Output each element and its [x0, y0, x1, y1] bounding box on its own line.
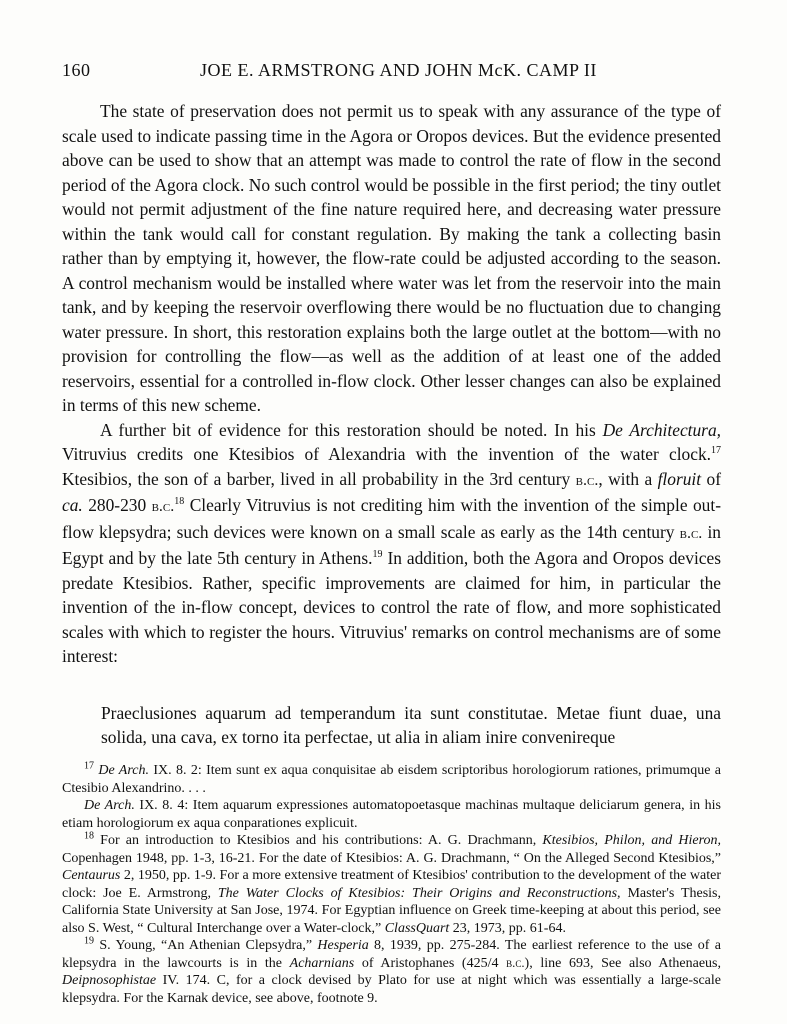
footnote-text: IX. 8. 2: Item sunt ex aqua conquisitae ab eisdem scriptoribus horologiorum rationes, primumque a Ctesibio Alexandrino. . . .	[62, 763, 722, 796]
footnote-17	[62, 762, 721, 797]
citation-italic: Ktesibios, Philon, and Hieron,	[542, 833, 722, 848]
era-abbrev: b.c.	[151, 498, 175, 515]
footnote-text: 2, 1950, pp. 1-9. For a more extensive treatment of Ktesibios' contribution to the development of the water clock: Joe E. Armstrong,	[62, 868, 721, 901]
term-italic: floruit	[657, 468, 702, 489]
footnote-ref-18[interactable]: 18	[174, 496, 185, 508]
footnote-18	[62, 832, 721, 937]
footnote-text: Copenhagen 1948, pp. 1-3, 16-21. For the date of Ktesibios: A. G. Drachmann, “ On the Alleged Second Ktesibios,”	[62, 850, 721, 866]
footnote-text: Master's Thesis, California State University at San Jose, 1974. For Egyptian influence on Greek time-keeping at about this period, see also S. West, “ Cultural Interchange over a Water-clock,”	[62, 885, 721, 936]
latin-quotation	[101, 701, 721, 749]
footnotes	[62, 762, 721, 1007]
era-abbrev: b.c.	[506, 955, 525, 970]
page-number: 160	[62, 60, 91, 80]
citation-italic: Acharnians	[289, 955, 355, 971]
footnote-19	[62, 937, 721, 1007]
body-text	[62, 99, 721, 669]
footnote-ref-19[interactable]: 19	[372, 549, 383, 561]
citation-italic: De Arch.	[98, 763, 150, 778]
running-head: JOE E. ARMSTRONG AND JOHN McK. CAMP II	[200, 60, 597, 80]
footnote-number: 18	[84, 830, 94, 842]
citation-italic: ClassQuart	[384, 920, 450, 936]
footnote-text: ), line 693, See also Athenaeus,	[524, 955, 721, 971]
page-header	[62, 52, 722, 82]
era-abbrev: b.c.	[679, 524, 703, 542]
page	[62, 52, 722, 1006]
text-run: A further bit of evidence for this restoration should be noted. In his	[100, 419, 603, 440]
footnote-number: 17	[84, 760, 94, 772]
title-italic: De Architectura,	[602, 419, 721, 440]
footnote-text: For an introduction to Ktesibios and his contributions: A. G. Drachmann,	[94, 833, 543, 848]
citation-italic: Hesperia	[317, 938, 369, 953]
footnote-text: IX. 8. 4: Item aquarum expressiones automatopoetasque machinas multaque deliciarum genera, in his etiam horologiorum ex aqua conparationes explicuit.	[62, 798, 721, 831]
paragraph-1: The state of preservation does not permit us to speak with any assurance of the type of scale used to indicate passing time in the Agora or Oropos devices. But the evidence presented above can be used to show that an attempt was made to control the rate of flow in the second period of the Agora clock. No such control would be possible in the first period; the tiny outlet would not permit adjustment of the fine nature required here, and decreasing water pressure within the tank would call for constant regulation. By making the tank a collecting basin rather than by emptying it, however, the flow-rate could be adjusted according to the season. A control mechanism would be installed where water was let from the reservoir into the main tank, and by keeping the reservoir overflowing there would be no fluctuation due to changing water pressure. In short, this restoration explains both the large outlet at the bottom—with no provision for controlling the flow—as well as the addition of at least one of the added reservoirs, essential for a controlled in-flow clock. Other lesser changes can also be explained in terms of this new scheme.	[62, 101, 721, 415]
paragraph-2	[62, 418, 721, 669]
footnote-number: 19	[84, 935, 94, 947]
footnote-ref-17[interactable]: 17	[711, 445, 721, 457]
footnote-text: of Aristophanes (425/4	[354, 955, 507, 971]
footnote-17-cont	[62, 797, 721, 832]
text-run: , with a	[598, 468, 658, 489]
citation-italic: De Arch.	[84, 798, 135, 813]
text-run: Vitruvius credits one Ktesibios of Alexandria with the invention of the water clock.	[62, 444, 711, 464]
text-run: Clearly Vitruvius is not crediting him with the invention of the simple out-flow klepsydra; such devices were known on a small scale as early as the 14th century	[62, 495, 721, 542]
citation-italic: Centaurus	[62, 868, 121, 883]
text-run: 280-230	[82, 495, 152, 515]
text-run: In addition, both the Agora and Oropos devices predate Ktesibios. Rather, specific improvements are claimed for him, in particular the invention of the in-flow concept, devices to control the rate of flow, and more sophisticated scales with which to register the hours. Vitruvius' remarks on control mechanisms are of some interest:	[62, 548, 721, 666]
quotation-text: Praeclusiones aquarum ad temperandum ita sunt constitutae. Metae fiunt duae, una solida, una cava, ex torno ita perfectae, ut alia in aliam inire convenireque	[101, 703, 721, 747]
citation-italic: Deipnosophistae	[62, 973, 157, 988]
citation-italic: The Water Clocks of Ktesibios: Their Origins and Reconstructions,	[217, 885, 621, 901]
footnote-text: S. Young, “An Athenian Clepsydra,”	[94, 938, 318, 953]
text-run: of	[701, 468, 721, 489]
term-italic: ca.	[62, 495, 83, 515]
footnote-text: 8, 1939, pp. 275-284. The earliest reference to the use of a klepsydra in the lawcourts is in the	[62, 938, 722, 971]
footnote-text: IV. 174. C, for a clock devised by Plato for use at night which was essentially a large-scale klepsydra. For the Karnak device, see above, footnote 9.	[62, 973, 721, 1006]
text-run: Ktesibios, the son of a barber, lived in all probability in the 3rd century	[62, 468, 576, 489]
era-abbrev: b.c.	[575, 471, 599, 489]
footnote-text: 23, 1973, pp. 61-64.	[449, 920, 566, 936]
text-run: in Egypt and by the late 5th century in Athens.	[62, 521, 721, 568]
